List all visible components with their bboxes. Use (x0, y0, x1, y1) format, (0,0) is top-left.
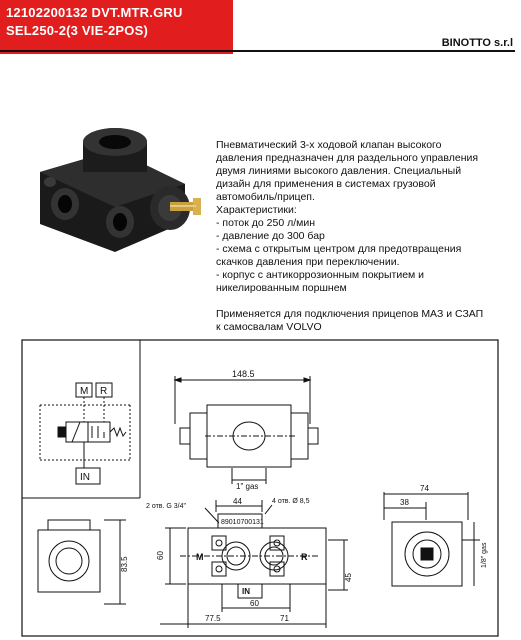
valve-front-view (146, 497, 353, 628)
description-line: - поток до 250 л/мин (216, 217, 315, 229)
description-line: - корпус с антикоррозионным покрытием и (216, 269, 425, 281)
header-code-box (0, 0, 233, 54)
front-label-m: M (196, 552, 204, 562)
description-line: никелированным поршнем (216, 282, 347, 294)
application-line: Применяется для подключения прицепов МАЗ и СЗАП (216, 308, 484, 320)
valve-top-view (175, 369, 318, 491)
dim-45: 45 (344, 573, 353, 582)
note-ports: 2 отв. G 3/4" (146, 503, 186, 510)
front-label-in: IN (242, 587, 250, 596)
note-holes: 4 отв. Ø 8,5 (272, 498, 310, 505)
description-line: - давление до 300 бар (216, 230, 325, 242)
application-line: к самосвалам VOLVO (216, 321, 322, 333)
description-line: автомобиль/прицеп. (216, 191, 315, 203)
dim-60-side: 60 (156, 551, 165, 560)
valve-photo (20, 112, 210, 262)
schematic-port-in: IN (80, 472, 90, 483)
description-line: Пневматический 3-х ходовой клапан высокого (216, 139, 442, 151)
description-line: давления предназначен для раздельного управления (216, 152, 479, 164)
dim-83-5: 83.5 (120, 556, 129, 572)
dim-71: 71 (280, 614, 289, 623)
description-line: Характеристики: (216, 204, 297, 216)
thread-1-gas: 1" gas (236, 482, 259, 491)
dim-44: 44 (233, 497, 242, 506)
valve-schematic (40, 383, 130, 484)
technical-drawing (0, 330, 521, 640)
plate-number: 89010700131 (221, 519, 264, 526)
dim-width-148-5: 148.5 (232, 369, 255, 379)
dim-74: 74 (420, 484, 429, 493)
dim-38: 38 (400, 498, 409, 507)
description-line: дизайн для применения в системах грузовой (216, 178, 436, 190)
valve-left-view (38, 520, 129, 604)
front-label-r: R (301, 552, 308, 562)
dim-77-5: 77.5 (205, 614, 221, 623)
description-line: скачков давления при переключении. (216, 256, 400, 268)
header-divider (0, 50, 515, 52)
description-line: двумя линиями высокого давления. Специальный (216, 165, 462, 177)
schematic-port-m: M (80, 386, 89, 397)
valve-right-view (384, 484, 488, 586)
brand-name: BINOTTO s.r.l (441, 37, 513, 49)
dim-60-bottom: 60 (250, 599, 259, 608)
schematic-port-r: R (100, 386, 108, 397)
product-model: SEL250-2(3 VIE-2POS) (6, 23, 148, 38)
description-line: - схема с открытым центром для предотвращения (216, 243, 462, 255)
product-code: 12102200132 DVT.MTR.GRU (6, 5, 183, 20)
thread-1-8-gas: 1/8" gas (481, 542, 488, 568)
product-description (216, 139, 511, 334)
